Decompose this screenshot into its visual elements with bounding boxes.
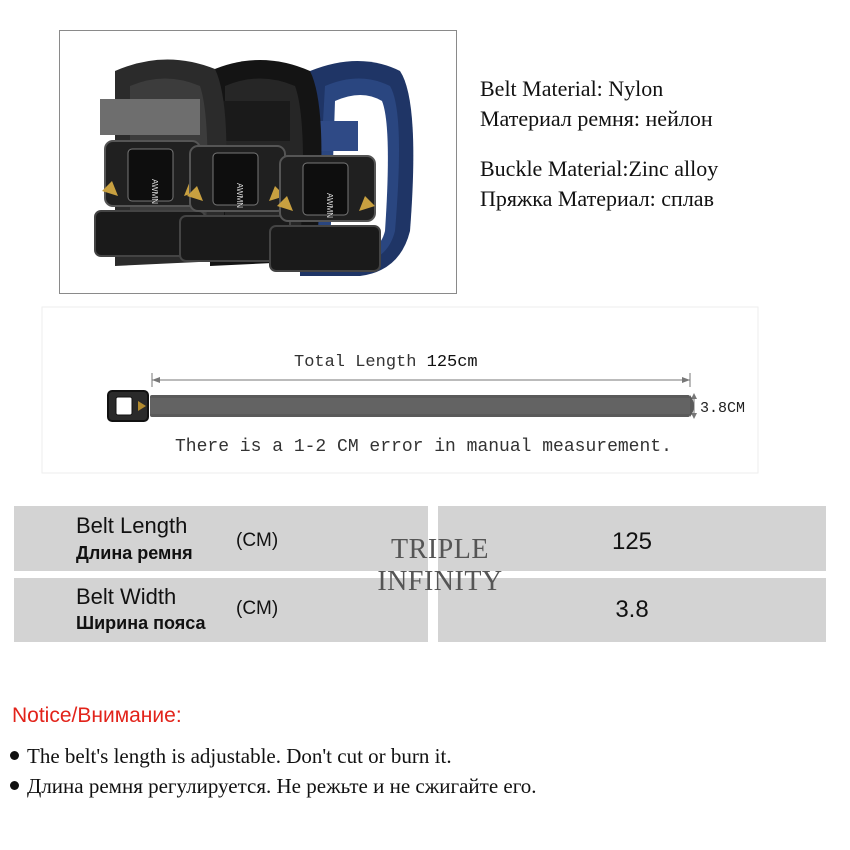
buckle-material-ru: Пряжка Материал: сплав [480, 186, 714, 211]
measurement-error-note: There is a 1-2 CM error in manual measurement. [175, 437, 672, 457]
notice-item-1 [10, 744, 452, 769]
notice-item-2-text: Длина ремня регулируется. Не режьте и не сжигайте его. [27, 774, 537, 798]
svg-text:AWMN: AWMN [150, 179, 159, 205]
bullet-icon [10, 781, 19, 790]
svg-text:AWMN: AWMN [235, 183, 244, 209]
total-length-label [290, 353, 482, 372]
buckle-material-en: Buckle Material:Zinc alloy [480, 156, 719, 181]
belt-material-spec [480, 74, 713, 134]
watermark-line-1: TRIPLE [391, 534, 489, 565]
belt-width-label-en: Belt Width [76, 584, 177, 609]
measurement-diagram [40, 305, 760, 475]
belt-width-label-ru: Ширина пояса [76, 613, 206, 633]
belt-length-value: 125 [611, 528, 653, 555]
belt-width-unit: (CM) [236, 598, 279, 619]
notice-title: Notice/Внимание: [12, 704, 182, 727]
belt-length-label-ru: Длина ремня [76, 543, 193, 563]
total-length-text: Total Length [294, 353, 417, 372]
buckle-3 [270, 156, 380, 271]
belt-length-label-en: Belt Length [76, 513, 188, 538]
notice-item-2 [10, 774, 537, 799]
svg-text:AWMN: AWMN [325, 193, 334, 219]
length-arrow-right [682, 377, 690, 383]
buckle-material-spec [480, 154, 718, 214]
length-arrow-left [152, 377, 160, 383]
belt-width-label: 3.8CM [700, 400, 746, 417]
product-photo [59, 30, 457, 294]
watermark [355, 534, 525, 598]
belts-illustration [60, 31, 458, 295]
belt-material-en: Belt Material: Nylon [480, 76, 664, 101]
total-length-value: 125cm [426, 353, 478, 372]
watermark-line-2: INFINITY [377, 566, 503, 597]
notice-item-1-text: The belt's length is adjustable. Don't cut or burn it. [27, 744, 452, 768]
bullet-icon [10, 751, 19, 760]
belt-width-value: 3.8 [615, 596, 649, 623]
belt-length-unit: (CM) [236, 530, 279, 551]
belt-material-ru: Материал ремня: нейлон [480, 106, 713, 131]
